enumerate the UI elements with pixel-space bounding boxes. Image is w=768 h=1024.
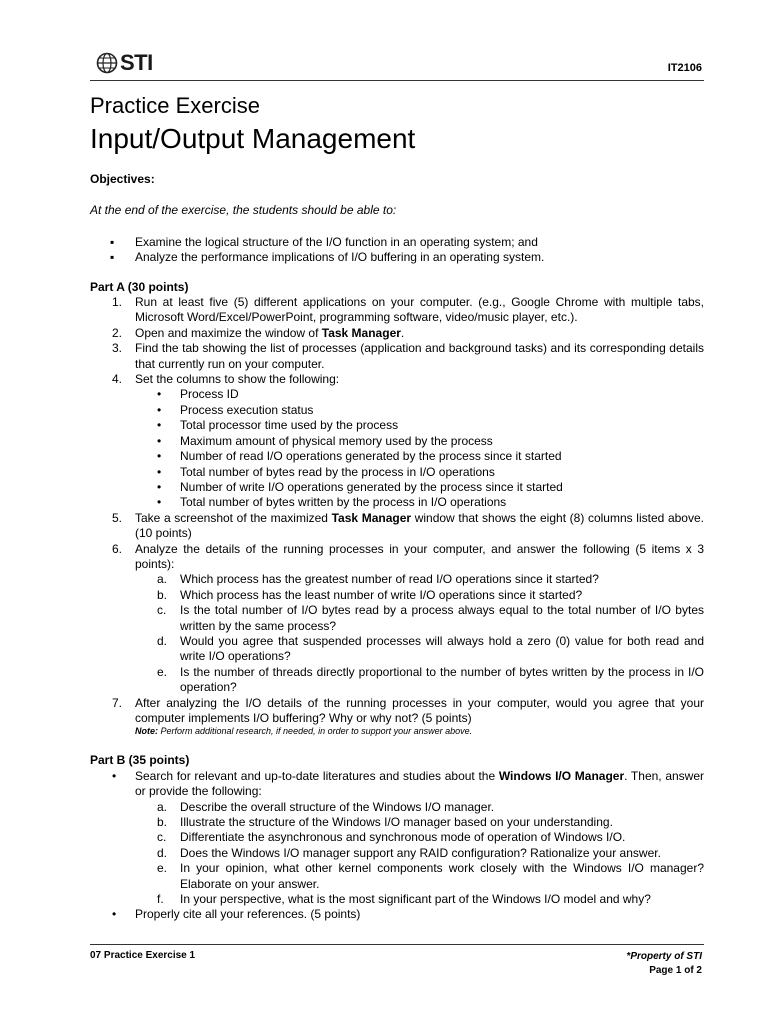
page-number: Page 1 of 2 (649, 965, 702, 976)
sti-logo (96, 50, 153, 76)
list-item: ▪ Examine the logical structure of the I/O function in an operating system; and (90, 235, 704, 250)
list-item: 1. Run at least five (5) different applications on your computer. (e.g., Google Chrome with multiple tabs, Microsoft Word/Excel/PowerPoint, programming software, video/music player, etc.). (112, 295, 704, 325)
list-item: • Number of write I/O operations generated by the process since it started (135, 480, 704, 495)
logo-text: STI (120, 50, 153, 75)
list-item: 3. Find the tab showing the list of processes (application and background tasks) and its corresponding details that currently run on your computer. (112, 341, 704, 371)
column-list (90, 387, 704, 510)
part-b-heading: Part B (35 points) (90, 753, 190, 768)
header-divider (90, 80, 704, 81)
list-item: c. Differentiate the asynchronous and synchronous mode of operation of Windows I/O. (157, 830, 626, 845)
part-a-list (90, 295, 704, 737)
objectives-list (90, 235, 704, 266)
list-item: f. In your perspective, what is the most significant part of the Windows I/O model and why? (157, 892, 651, 907)
list-item: • Search for relevant and up-to-date literatures and studies about the Windows I/O Manager. Then, answer or provide the following: a. Describe the overall structure of the Windows I/O manager. b. Illustrate the structure of the Windows I/O manager based on your understanding. c. Differentiate the asynchronous and synchronous mode of operation of Windows I/O. d. Does the Windows I/O manager support any RAID configuration? Rationalize your answer. e. In your opinion, what other kernel components work closely with the Windows I/O manager? Elaborate on your answer. f. In your perspective, what is the most significant part of the Windows I/O model and why? (90, 769, 704, 908)
footer-divider (90, 944, 704, 945)
note-text: Note: Perform additional research, if needed, in order to support your answer above. (135, 726, 473, 737)
list-item: b. Illustrate the structure of the Windows I/O manager based on your understanding. (157, 815, 613, 830)
list-item: 5. Take a screenshot of the maximized Task Manager window that shows the eight (8) columns listed above. (10 points) (112, 510, 704, 541)
list-item: e. Is the number of threads directly proportional to the number of bytes written by the process in I/O operation? (157, 664, 704, 695)
course-code: IT2106 (667, 62, 702, 74)
list-item: • Properly cite all your references. (5 points) (112, 907, 361, 922)
footer-right (626, 950, 702, 978)
page-subtitle: Practice Exercise (90, 93, 260, 118)
page-title: Input/Output Management (90, 123, 416, 154)
part-a-heading: Part A (30 points) (90, 279, 189, 294)
footer-property: *Property of STI (626, 951, 702, 962)
list-item: 7. After analyzing the I/O details of the running processes in your computer, would you agree that your computer implements I/O buffering? Why or why not? (5 points) Note: Perform additional research, if needed, in order to support your answer above. (112, 695, 704, 737)
list-item: 4. Set the columns to show the following: • Process ID • Process execution status • Total processor time used by the process • Maximum amount of physical memory used by the process • Number of read I/O operations generated by the process since it started • Total number of bytes read by the process in I/O operations • Number of write I/O operations generated by the process since it started • Total number of bytes written by the process in I/O operations (90, 372, 704, 511)
part-b-list (90, 769, 704, 923)
list-item: d. Does the Windows I/O manager support any RAID configuration? Rationalize your answer. (157, 845, 661, 860)
list-item: d. Would you agree that suspended processes will always hold a zero (0) value for both read and write I/O operations? (157, 633, 704, 664)
question-list (90, 800, 704, 908)
list-item: e. In your opinion, what other kernel components work closely with the Windows I/O manager? Elaborate on your answer. (157, 861, 704, 891)
list-item: c. Is the total number of I/O bytes read by a process always equal to the total number of I/O bytes written by the same process? (157, 603, 704, 633)
list-item: • Process ID (135, 387, 704, 402)
list-item: a. Describe the overall structure of the Windows I/O manager. (157, 799, 495, 814)
list-item: • Total number of bytes written by the process in I/O operations (135, 495, 704, 510)
footer-document-id: 07 Practice Exercise 1 (90, 950, 196, 961)
list-item: • Total number of bytes read by the process in I/O operations (135, 465, 704, 480)
objectives-heading: Objectives: (90, 172, 155, 186)
list-item: ▪ Analyze the performance implications of I/O buffering in an operating system. (90, 250, 704, 265)
section-spacer (90, 737, 704, 753)
question-list (90, 572, 704, 695)
list-item: • Number of read I/O operations generated by the process since it started (135, 449, 704, 464)
globe-icon (96, 52, 118, 74)
list-item: 6. Analyze the details of the running processes in your computer, and answer the following (5 items x 3 points): a. Which process has the greatest number of read I/O operations since it started? b. Which process has the least number of write I/O operations since it started? c. Is the total number of I/O bytes read by a process always equal to the total number of I/O bytes written by the same process? d. Would you agree that suspended processes will always hold a zero (0) value for both read and write I/O operations? e. Is the number of threads directly proportional to the number of bytes written by the process in I/O operation? (90, 542, 704, 696)
list-item: • Maximum amount of physical memory used by the process (135, 434, 704, 449)
document-body (90, 172, 704, 923)
objectives-intro: At the end of the exercise, the students should be able to: (90, 203, 397, 218)
list-item: 2. Open and maximize the window of Task Manager. (112, 325, 405, 340)
list-item: b. Which process has the least number of write I/O operations since it started? (157, 587, 583, 602)
list-item: a. Which process has the greatest number of read I/O operations since it started? (157, 572, 599, 587)
list-item: • Process execution status (135, 403, 704, 418)
list-item: • Total processor time used by the process (135, 418, 704, 433)
